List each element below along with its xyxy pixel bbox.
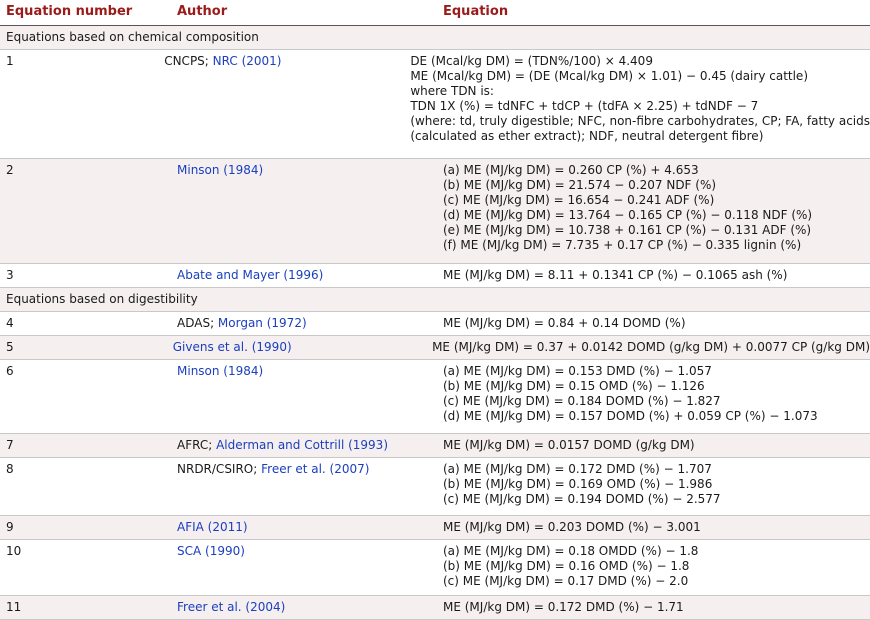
- equation-line: (a) ME (MJ/kg DM) = 0.260 CP (%) + 4.653: [443, 163, 699, 177]
- equation-cell: [443, 159, 870, 263]
- table-body: [0, 26, 870, 620]
- author-prefix: CNCPS;: [164, 54, 213, 68]
- table-row: [0, 336, 870, 360]
- author-prefix: ADAS;: [177, 316, 218, 330]
- author-citation-link[interactable]: Minson (1984): [177, 364, 264, 378]
- equation-cell: [443, 540, 870, 595]
- author-citation-link[interactable]: AFIA (2011): [177, 520, 248, 534]
- author-citation-link[interactable]: Givens et al. (1990): [172, 340, 292, 354]
- author-cell: [177, 458, 443, 515]
- table-row: [0, 540, 870, 596]
- author-cell: [164, 50, 410, 158]
- equation-cell: [443, 434, 870, 457]
- equation-number: 1: [6, 54, 14, 68]
- table-row: [0, 159, 870, 264]
- table-row: [0, 516, 870, 540]
- equation-line: (c) ME (MJ/kg DM) = 0.184 DOMD (%) − 1.827: [443, 394, 721, 408]
- equation-line: (e) ME (MJ/kg DM) = 10.738 + 0.161 CP (%) − 0.131 ADF (%): [443, 223, 812, 237]
- equation-cell: [443, 596, 870, 619]
- author-citation-link[interactable]: Minson (1984): [177, 163, 264, 177]
- equation-line: ME (MJ/kg DM) = 0.37 + 0.0142 DOMD (g/kg DM) + 0.0077 CP (g/kg DM): [432, 340, 870, 354]
- equation-line: ME (MJ/kg DM) = 0.172 DMD (%) − 1.71: [443, 600, 684, 614]
- equation-line: (b) ME (MJ/kg DM) = 0.169 OMD (%) − 1.986: [443, 477, 713, 491]
- equation-cell: [432, 336, 870, 359]
- author-cell: [177, 312, 443, 335]
- author-prefix: NRDR/CSIRO;: [177, 462, 262, 476]
- equation-number: 11: [6, 600, 22, 614]
- author-cell: [177, 264, 443, 287]
- equation-line: (a) ME (MJ/kg DM) = 0.18 OMDD (%) − 1.8: [443, 544, 699, 558]
- header-equation-number: Equation number: [6, 4, 133, 19]
- author-citation-link[interactable]: Alderman and Cottrill (1993): [216, 438, 388, 452]
- author-citation-link[interactable]: SCA (1990): [177, 544, 245, 558]
- section-row: [0, 26, 870, 50]
- author-prefix: AFRC;: [177, 438, 217, 452]
- table-row: [0, 264, 870, 288]
- equation-number: 3: [6, 268, 14, 282]
- equation-cell: [443, 458, 870, 515]
- equation-line: (calculated as ether extract); NDF, neutral detergent fibre): [410, 129, 764, 143]
- author-cell: [177, 434, 443, 457]
- table-row: [0, 360, 870, 434]
- author-citation-link[interactable]: NRC (2001): [212, 54, 282, 68]
- table-row: [0, 312, 870, 336]
- author-citation-link[interactable]: Freer et al. (2004): [177, 600, 286, 614]
- equation-cell: [443, 312, 870, 335]
- equation-number: 10: [6, 544, 22, 558]
- table-row: [0, 458, 870, 516]
- table-row: [0, 596, 870, 620]
- equation-number: 9: [6, 520, 14, 534]
- equation-line: (a) ME (MJ/kg DM) = 0.172 DMD (%) − 1.707: [443, 462, 712, 476]
- author-citation-link[interactable]: Freer et al. (2007): [261, 462, 370, 476]
- equation-number: 8: [6, 462, 14, 476]
- equation-cell: [443, 264, 870, 287]
- author-cell: [177, 159, 443, 263]
- header-author: Author: [177, 4, 228, 19]
- equation-line: ME (MJ/kg DM) = 0.84 + 0.14 DOMD (%): [443, 316, 686, 330]
- equation-line: (b) ME (MJ/kg DM) = 0.15 OMD (%) − 1.126: [443, 379, 705, 393]
- equation-line: (b) ME (MJ/kg DM) = 0.16 OMD (%) − 1.8: [443, 559, 690, 573]
- equation-line: (f) ME (MJ/kg DM) = 7.735 + 0.17 CP (%) − 0.335 lignin (%): [443, 238, 802, 252]
- equation-cell: [443, 360, 870, 433]
- equation-line: ME (MJ/kg DM) = 0.203 DOMD (%) − 3.001: [443, 520, 701, 534]
- equation-line: ME (Mcal/kg DM) = (DE (Mcal/kg DM) × 1.01) − 0.45 (dairy cattle): [410, 69, 808, 83]
- equation-cell: [443, 516, 870, 539]
- author-cell: [177, 596, 443, 619]
- equation-line: (b) ME (MJ/kg DM) = 21.574 − 0.207 NDF (%): [443, 178, 717, 192]
- equation-line: where TDN is:: [410, 84, 494, 98]
- author-citation-link[interactable]: Abate and Mayer (1996): [177, 268, 324, 282]
- equation-line: DE (Mcal/kg DM) = (TDN%/100) × 4.409: [410, 54, 653, 68]
- equation-number: 4: [6, 316, 14, 330]
- equation-line: (c) ME (MJ/kg DM) = 0.17 DMD (%) − 2.0: [443, 574, 689, 588]
- equation-line: (a) ME (MJ/kg DM) = 0.153 DMD (%) − 1.057: [443, 364, 712, 378]
- equation-line: ME (MJ/kg DM) = 8.11 + 0.1341 CP (%) − 0.1065 ash (%): [443, 268, 788, 282]
- equation-number: 2: [6, 163, 14, 177]
- author-citation-link[interactable]: Morgan (1972): [217, 316, 307, 330]
- section-title: Equations based on digestibility: [6, 292, 198, 306]
- author-cell: [177, 516, 443, 539]
- equation-line: (where: td, truly digestible; NFC, non-fibre carbohydrates, CP; FA, fatty acids: [410, 114, 870, 128]
- equation-line: (c) ME (MJ/kg DM) = 0.194 DOMD (%) − 2.577: [443, 492, 721, 506]
- equation-number: 7: [6, 438, 14, 452]
- table-row: [0, 50, 870, 159]
- equation-line: (d) ME (MJ/kg DM) = 0.157 DOMD (%) + 0.059 CP (%) − 1.073: [443, 409, 818, 423]
- header-equation: Equation: [443, 4, 509, 19]
- equation-number: 5: [6, 340, 14, 354]
- table-header: [0, 0, 870, 26]
- author-cell: [177, 540, 443, 595]
- author-cell: [177, 360, 443, 433]
- equation-line: (d) ME (MJ/kg DM) = 13.764 − 0.165 CP (%) − 0.118 NDF (%): [443, 208, 813, 222]
- equation-line: TDN 1X (%) = tdNFC + tdCP + (tdFA × 2.25) + tdNDF − 7: [410, 99, 759, 113]
- author-cell: [173, 336, 432, 359]
- section-row: [0, 288, 870, 312]
- equation-line: ME (MJ/kg DM) = 0.0157 DOMD (g/kg DM): [443, 438, 695, 452]
- section-title: Equations based on chemical composition: [6, 30, 259, 44]
- equation-cell: [410, 50, 870, 158]
- equation-number: 6: [6, 364, 14, 378]
- equation-line: (c) ME (MJ/kg DM) = 16.654 − 0.241 ADF (%): [443, 193, 715, 207]
- table-row: [0, 434, 870, 458]
